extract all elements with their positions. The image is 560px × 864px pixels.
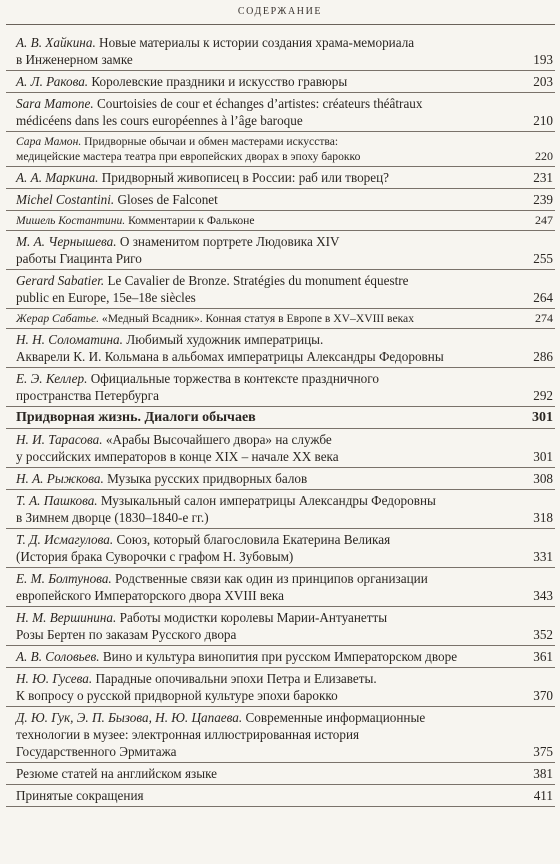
toc-entry — [6, 32, 555, 71]
entry-text — [16, 765, 555, 782]
running-head: СОДЕРЖАНИЕ — [237, 6, 323, 17]
entry-author: А. А. Маркина. — [16, 170, 99, 185]
entry-line — [16, 134, 521, 149]
page-number: 203 — [533, 74, 553, 89]
entry-author: А. В. Хайкина. — [16, 35, 96, 50]
page-number: 301 — [533, 449, 553, 464]
page-number: 308 — [533, 471, 553, 486]
entry-line — [16, 431, 521, 448]
toc-entry — [6, 707, 555, 763]
entry-line — [16, 348, 521, 365]
entry-title: Родственные связи как один из принципов организации — [115, 571, 428, 586]
entry-line — [16, 670, 521, 687]
entry-line — [16, 250, 521, 267]
toc-entry — [6, 231, 555, 270]
page-number: 292 — [533, 388, 553, 403]
entry-text — [16, 409, 555, 426]
entry-author: А. Л. Ракова. — [16, 74, 89, 89]
entry-text — [16, 233, 555, 267]
entry-title: médicéens dans les cours européennes à l’âge baroque — [16, 113, 303, 128]
entry-author: Т. А. Пашкова. — [16, 493, 98, 508]
entry-author: Michel Costantini. — [16, 192, 115, 207]
entry-title: Музыка русских придворных балов — [107, 471, 308, 486]
entry-line — [16, 765, 521, 782]
toc-entry — [6, 468, 555, 490]
header-rule — [6, 24, 555, 25]
toc-entry — [6, 93, 555, 132]
entry-title: Музыкальный салон императрицы Александры Федоровны — [100, 493, 436, 508]
entry-line — [16, 112, 521, 129]
entry-line — [16, 387, 521, 404]
entry-author: А. В. Соловьев. — [16, 649, 100, 664]
entry-author: Gerard Sabatier. — [16, 273, 105, 288]
section-heading — [6, 407, 555, 429]
entry-title: Официальные торжества в контексте праздничного — [90, 371, 379, 386]
entry-title: пространства Петербурга — [16, 388, 159, 403]
entry-line — [16, 73, 521, 90]
toc-entry — [6, 668, 555, 707]
entry-title: Комментарии к Фальконе — [128, 214, 255, 227]
entry-text — [16, 470, 555, 487]
entry-author: Е. М. Болтунова. — [16, 571, 112, 586]
entry-text — [16, 370, 555, 404]
entry-title: Государственного Эрмитажа — [16, 744, 177, 759]
entry-author: Н. Ю. Гусева. — [16, 671, 93, 686]
entry-title: public en Europe, 15e–18e siècles — [16, 290, 196, 305]
entry-title: Резюме статей на английском языке — [16, 766, 218, 781]
entry-author: Sara Mamone. — [16, 96, 94, 111]
toc-entry — [6, 490, 555, 529]
entry-text — [16, 648, 555, 665]
entry-line — [16, 587, 521, 604]
entry-author: Сара Мамон. — [16, 135, 82, 148]
table-of-contents — [6, 32, 555, 807]
entry-line — [16, 233, 521, 250]
entry-title: Gloses de Falconet — [117, 192, 218, 207]
entry-line — [16, 548, 521, 565]
entry-title: Союз, который благословила Екатерина Великая — [116, 532, 391, 547]
entry-line — [16, 531, 521, 548]
entry-title: работы Гиацинта Риго — [16, 251, 142, 266]
page-number: 370 — [533, 688, 553, 703]
page-number: 301 — [532, 410, 553, 425]
entry-title: (История брака Суворочки с графом Н. Зубовым) — [16, 549, 294, 564]
toc-entry — [6, 529, 555, 568]
entry-title: Новые материалы к истории создания храма-мемориала — [99, 35, 415, 50]
page-number: 375 — [533, 744, 553, 759]
entry-line — [16, 272, 521, 289]
toc-entry — [6, 368, 555, 407]
toc-entry — [6, 132, 555, 167]
entry-text — [16, 169, 555, 186]
entry-title: Королевские праздники и искусство гравюры — [91, 74, 348, 89]
entry-author: Д. Ю. Гук, Э. П. Бызова, Н. Ю. Цапаева. — [16, 710, 243, 725]
entry-title: Современные информационные — [245, 710, 426, 725]
entry-title: Придворная жизнь. Диалоги обычаев — [16, 410, 256, 425]
entry-line — [16, 409, 521, 426]
entry-line — [16, 492, 521, 509]
entry-text — [16, 609, 555, 643]
entry-text — [16, 191, 555, 208]
entry-line — [16, 370, 521, 387]
entry-line — [16, 609, 521, 626]
entry-title: Розы Бертен по заказам Русского двора — [16, 627, 237, 642]
entry-line — [16, 787, 521, 804]
entry-author: Н. И. Тарасова. — [16, 432, 103, 447]
entry-line — [16, 743, 521, 760]
entry-title: у российских императоров в конце XIX – начале XX века — [16, 449, 339, 464]
page-number: 352 — [533, 627, 553, 642]
entry-title: Le Cavalier de Bronze. Stratégies du monument équestre — [107, 273, 409, 288]
toc-entry — [6, 763, 555, 785]
page-number: 331 — [533, 549, 553, 564]
entry-line — [16, 289, 521, 306]
entry-title: «Арабы Высочайшего двора» на службе — [105, 432, 332, 447]
entry-text — [16, 492, 555, 526]
entry-line — [16, 169, 521, 186]
entry-text — [16, 272, 555, 306]
entry-title: в Инженерном замке — [16, 52, 133, 67]
entry-line — [16, 149, 521, 164]
entry-line — [16, 95, 521, 112]
entry-line — [16, 470, 521, 487]
entry-title: Акварели К. И. Кольмана в альбомах императрицы Александры Федоровны — [16, 349, 444, 364]
toc-entry — [6, 71, 555, 93]
entry-line — [16, 726, 521, 743]
entry-title: Придворные обычаи и обмен мастерами искусства: — [84, 135, 339, 148]
page-number: 239 — [533, 192, 553, 207]
entry-text — [16, 95, 555, 129]
entry-line — [16, 570, 521, 587]
entry-title: Парадные опочивальни эпохи Петра и Елизаветы. — [95, 671, 377, 686]
entry-line — [16, 687, 521, 704]
entry-line — [16, 213, 521, 228]
entry-title: «Медный Всадник». Конная статуя в Европе в XV–XVIII веках — [101, 312, 415, 325]
entry-text — [16, 431, 555, 465]
toc-entry — [6, 189, 555, 211]
toc-entry — [6, 167, 555, 189]
entry-text — [16, 709, 555, 760]
entry-title: Придворный живописец в России: раб или творец? — [101, 170, 390, 185]
entry-line — [16, 648, 521, 665]
entry-text — [16, 670, 555, 704]
entry-author: М. А. Чернышева. — [16, 234, 117, 249]
entry-text — [16, 311, 555, 326]
page-number: 247 — [535, 213, 553, 227]
entry-title: К вопросу о русской придворной культуре эпохи барокко — [16, 688, 338, 703]
entry-line — [16, 448, 521, 465]
entry-text — [16, 73, 555, 90]
page-number: 255 — [533, 251, 553, 266]
entry-title: Любимый художник императрицы. — [126, 332, 324, 347]
entry-title: Courtoisies de cour et échanges d’artistes: créateurs théâtraux — [96, 96, 423, 111]
entry-text — [16, 331, 555, 365]
entry-title: О знаменитом портрете Людовика XIV — [119, 234, 340, 249]
entry-line — [16, 509, 521, 526]
entry-title: Вино и культура винопития при русском Императорском дворе — [102, 649, 458, 664]
entry-line — [16, 34, 521, 51]
entry-line — [16, 191, 521, 208]
page-number: 274 — [535, 311, 553, 325]
toc-entry — [6, 568, 555, 607]
entry-author: Н. М. Вершинина. — [16, 610, 117, 625]
entry-line — [16, 626, 521, 643]
entry-text — [16, 531, 555, 565]
entry-line — [16, 331, 521, 348]
entry-text — [16, 134, 555, 164]
toc-entry — [6, 211, 555, 231]
entry-author: Е. Э. Келлер. — [16, 371, 88, 386]
entry-text — [16, 787, 555, 804]
page-number: 381 — [533, 766, 553, 781]
page-number: 231 — [533, 170, 553, 185]
entry-author: Мишель Костантини. — [16, 214, 126, 227]
entry-title: Принятые сокращения — [16, 788, 144, 803]
entry-author: Жерар Сабатье. — [16, 312, 99, 325]
page-number: 220 — [535, 149, 553, 163]
page-number: 361 — [533, 649, 553, 664]
page-number: 411 — [533, 788, 553, 803]
toc-entry — [6, 429, 555, 468]
toc-entry — [6, 270, 555, 309]
entry-title: в Зимнем дворце (1830–1840-е гг.) — [16, 510, 209, 525]
entry-line — [16, 51, 521, 68]
page-number: 193 — [533, 52, 553, 67]
page-number: 210 — [533, 113, 553, 128]
entry-author: Н. Н. Соломатина. — [16, 332, 123, 347]
entry-title: Работы модистки королевы Марии-Антуанетты — [119, 610, 388, 625]
page-number: 286 — [533, 349, 553, 364]
toc-entry — [6, 329, 555, 368]
entry-title: технологии в музее: электронная иллюстрированная история — [16, 727, 360, 742]
entry-line — [16, 709, 521, 726]
toc-entry — [6, 785, 555, 807]
entry-author: Т. Д. Исмагулова. — [16, 532, 114, 547]
entry-line — [16, 311, 521, 326]
entry-text — [16, 570, 555, 604]
entry-author: Н. А. Рыжкова. — [16, 471, 104, 486]
page-number: 264 — [533, 290, 553, 305]
entry-text — [16, 34, 555, 68]
entry-title: медицейские мастера театра при европейских дворах в эпоху барокко — [16, 150, 361, 163]
toc-entry — [6, 607, 555, 646]
entry-text — [16, 213, 555, 228]
toc-entry — [6, 309, 555, 329]
toc-entry — [6, 646, 555, 668]
page-number: 343 — [533, 588, 553, 603]
entry-title: европейского Императорского двора XVIII века — [16, 588, 284, 603]
page-number: 318 — [533, 510, 553, 525]
